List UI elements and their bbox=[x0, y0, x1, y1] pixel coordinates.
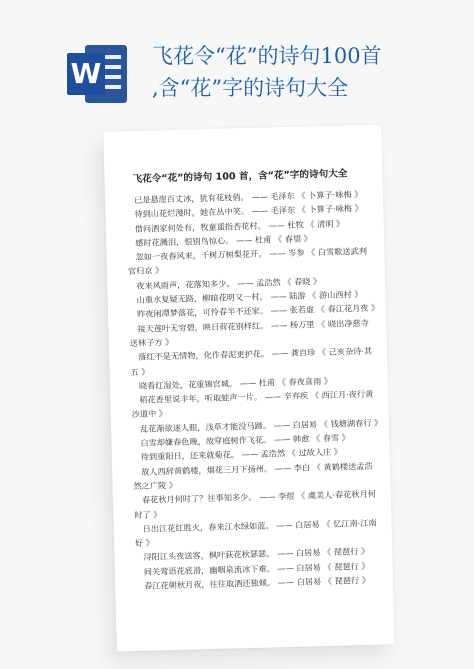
poem-line: 接天莲叶无穷碧，映日荷花别样红。 —— 杨万里 《 晓出净慈寺 bbox=[137, 317, 369, 334]
poem-line: 沙道中 》 bbox=[131, 408, 168, 420]
poem-line: 故人西辞黄鹤楼，烟花三月下扬州。 —— 李白 《 黄鹤楼送孟浩 bbox=[141, 460, 373, 477]
poem-line: 乱花渐欲迷人眼，浅草才能没马蹄。 —— 白居易 《 钱塘湖春行 》 bbox=[139, 417, 383, 434]
poem-line: 白雪却嫌春色晚，故穿庭树作飞花。 —— 韩愈 《 春雪 》 bbox=[140, 432, 350, 448]
poem-line: 借问酒家何处有，牧童遥指杏花村。 —— 杜牧 《 清明 》 bbox=[134, 218, 345, 234]
poem-line: 待到重阳日，还来就菊花。 —— 孟浩然 《 过故人庄 》 bbox=[140, 446, 343, 463]
poem-line: 晓看红湿处，花重锦官城。 —— 杜甫 《 春夜喜雨 》 bbox=[138, 375, 333, 391]
title-line-2: ,含“花”字的诗句大全 bbox=[152, 76, 349, 100]
poem-line: 落红不是无情物，化作春泥更护花。 —— 龚自珍 《 己亥杂诗·其 bbox=[138, 346, 373, 363]
poem-line: 送林子方 》 bbox=[129, 336, 174, 349]
header bbox=[0, 0, 474, 125]
poem-line: 然之广陵 》 bbox=[133, 479, 178, 491]
poem-line: 待到山花烂漫时，她在丛中笑。 —— 毛泽东 《 卜算子·咏梅 》 bbox=[134, 203, 363, 220]
poem-line: 山重水复疑无路，柳暗花明又一村。 —— 陆游 《 游山西村 》 bbox=[136, 289, 363, 305]
document-title: 飞花令“花”的诗句 100 首，含“花”字的诗句大全 bbox=[132, 168, 348, 185]
poem-line: 间关莺语花底滑，幽咽泉流冰下难。 —— 白居易 《 琵琶行 》 bbox=[143, 560, 370, 577]
poem-line: 日出江花红胜火，春来江水绿如蓝。 —— 白居易 《 忆江南·江南 bbox=[142, 517, 377, 534]
page-title bbox=[152, 40, 462, 104]
poem-line: 五 》 bbox=[130, 366, 150, 377]
poem-line: 忽如一夜春风来，千树万树梨花开。 —— 岑参 《 白雪歌送武判 bbox=[135, 246, 368, 263]
poem-line: 春江花朝秋月夜，往往取酒还独倾。 —— 白居易 《 琵琶行 》 bbox=[144, 574, 371, 591]
poem-lines bbox=[127, 187, 383, 593]
poem-line: 官归京 》 bbox=[127, 265, 164, 277]
poem-line: 春花秋月何时了？往事知多少。 —— 李煜 《 虞美人·春花秋月何 bbox=[141, 488, 377, 506]
poem-line: 时了 》 bbox=[134, 508, 162, 520]
word-icon bbox=[67, 45, 127, 103]
poem-line: 夜来风雨声，花落知多少。 —— 孟浩然 《 春晓 》 bbox=[136, 275, 322, 291]
poem-line: 好 》 bbox=[134, 537, 155, 549]
poem-line: 昨夜闲潭梦落花，可怜春半不还家。 —— 张若虚 《 春江花月夜 》 bbox=[136, 302, 380, 320]
poem-line: 感时花溅泪，恨别鸟惊心。 —— 杜甫 《 春望 》 bbox=[135, 233, 312, 248]
document-page bbox=[103, 124, 395, 651]
word-icon-letter: W bbox=[67, 53, 105, 95]
poem-line: 稻花香里说丰年，听取蛙声一片。 —— 辛弃疾 《 西江月·夜行黄 bbox=[139, 388, 374, 406]
poem-line: 浔阳江头夜送客，枫叶荻花秋瑟瑟。 —— 白居易 《 琵琶行 》 bbox=[143, 546, 370, 563]
title-line-1: 飞花令“花”的诗句100首 bbox=[152, 44, 382, 68]
poem-line: 已是悬崖百丈冰，犹有花枝俏。 —— 毛泽东 《 卜算子·咏梅 》 bbox=[133, 188, 363, 205]
